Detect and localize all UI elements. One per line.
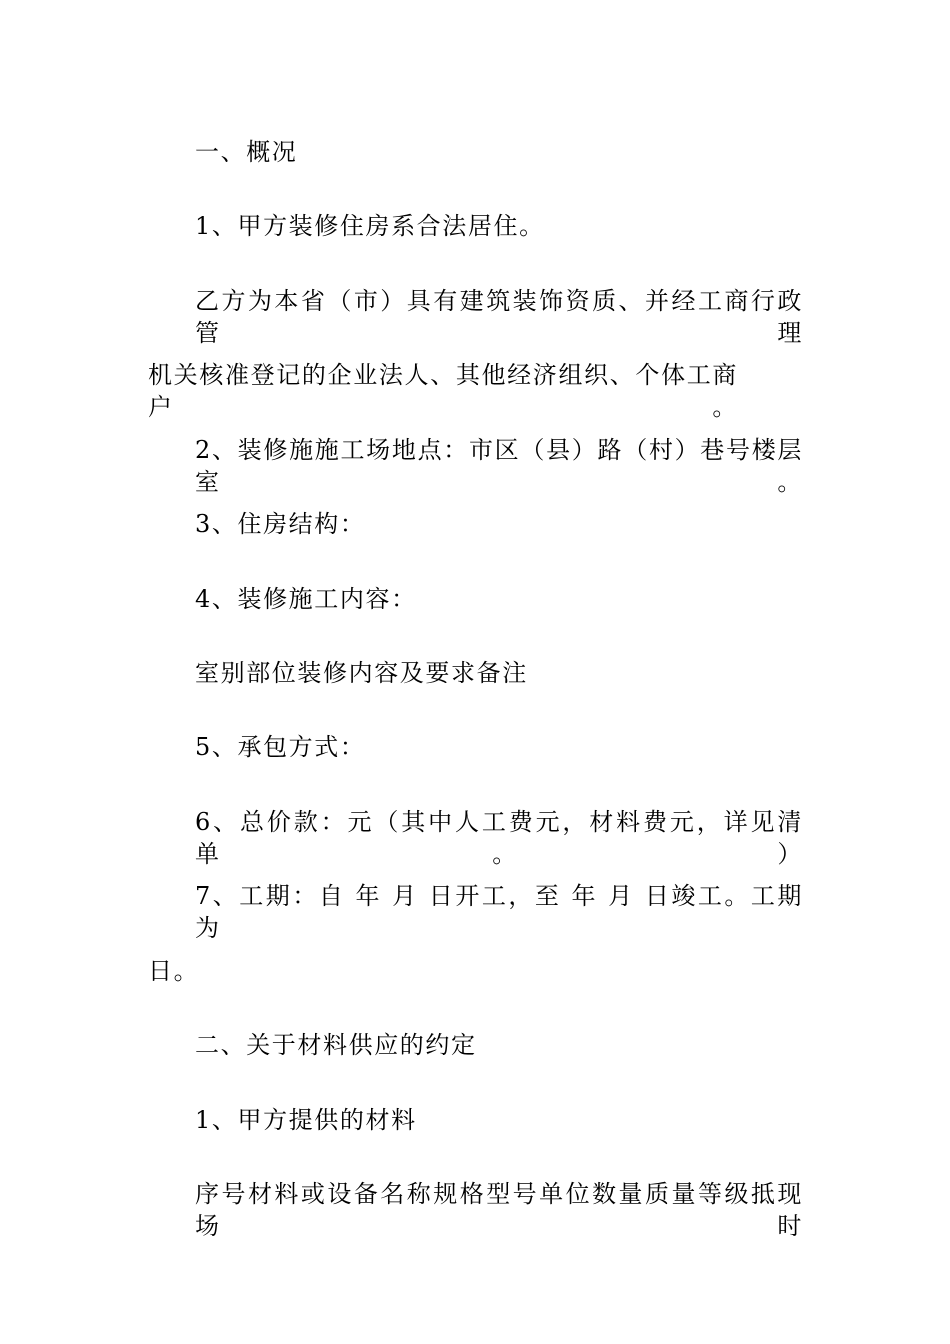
- paragraph-line: 5、承包方式：: [195, 733, 366, 761]
- section-heading-overview: 一、概况: [195, 138, 298, 166]
- paragraph-line: 日。: [148, 957, 200, 985]
- paragraph-line: 2、装修施施工场地点：市区（县）路（村）巷号楼层室。: [195, 436, 803, 496]
- paragraph-line: 序号材料或设备名称规格型号单位数量质量等级抵现场时: [195, 1180, 803, 1240]
- paragraph-line: 7、工期：自 年 月 日开工，至 年 月 日竣工。工期为: [195, 882, 803, 942]
- paragraph-line: 4、装修施工内容：: [195, 585, 417, 613]
- paragraph-line: 乙方为本省（市）具有建筑装饰资质、并经工商行政管理: [195, 287, 803, 347]
- paragraph-line: 1、甲方提供的材料: [195, 1106, 417, 1134]
- paragraph-line: 室别部位装修内容及要求备注: [195, 659, 528, 687]
- paragraph-line: 机关核准登记的企业法人、其他经济组织、个体工商户。: [148, 361, 738, 421]
- paragraph-line: 3、住房结构：: [195, 510, 366, 538]
- paragraph-line: 6、总价款：元（其中人工费元，材料费元，详见清单。）: [195, 808, 803, 868]
- section-heading-materials: 二、关于材料供应的约定: [195, 1031, 477, 1059]
- paragraph-line: 1、甲方装修住房系合法居住。: [195, 212, 545, 240]
